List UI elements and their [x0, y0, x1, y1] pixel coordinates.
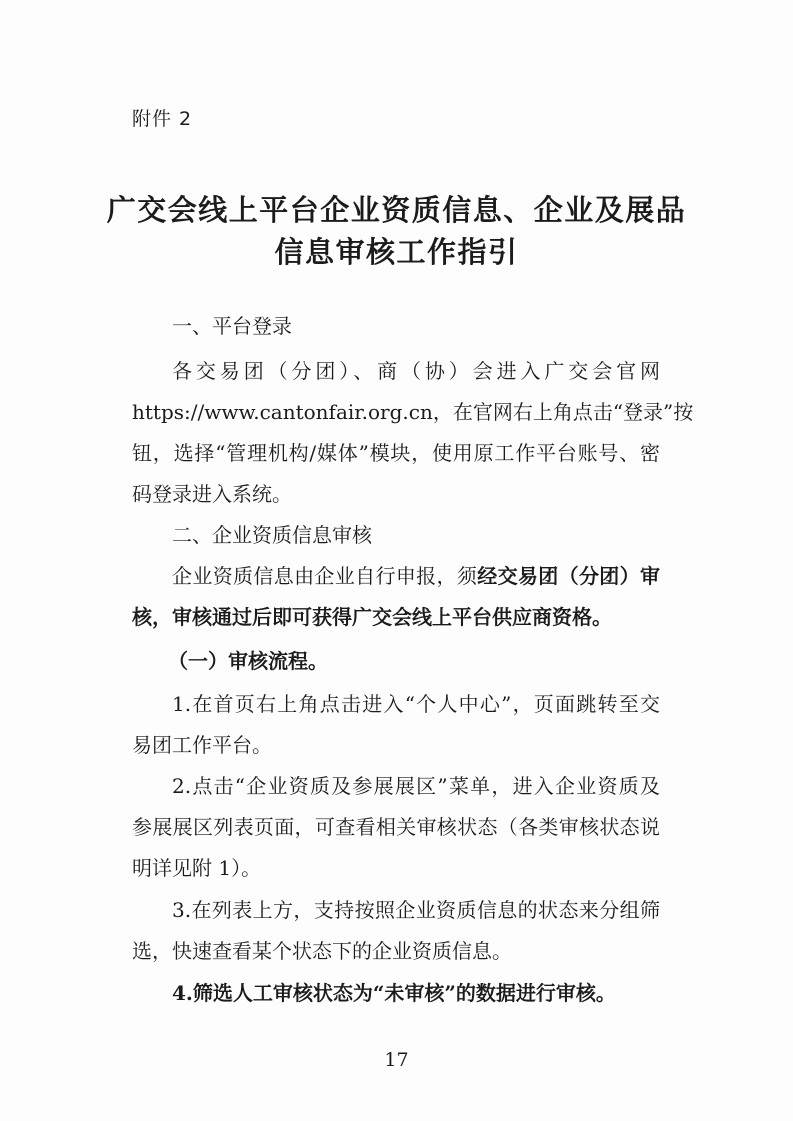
subsection-1-heading: （一）审核流程。	[168, 649, 328, 673]
item-2-line-3: 明详见附 1）。	[132, 856, 262, 880]
section-1-paragraph-line-4: 码登录进入系统。	[132, 482, 292, 506]
item-2-line-2: 参展展区列表页面，可查看相关审核状态（各类审核状态说	[132, 815, 660, 839]
page-number: 17	[384, 1049, 409, 1071]
item-3-line-1: 3.在列表上方，支持按照企业资质信息的状态来分组筛	[172, 898, 660, 922]
item-1-line-2: 易团工作平台。	[132, 733, 272, 757]
section-2-paragraph-normal-text: 企业资质信息由企业自行申报，须	[172, 564, 478, 588]
section-2-paragraph-line-2: 核，审核通过后即可获得广交会线上平台供应商资格。	[132, 605, 612, 629]
section-2-paragraph-bold-text: 经交易团（分团）审	[477, 564, 661, 588]
section-1-heading: 一、平台登录	[172, 314, 292, 338]
section-1-paragraph-line-3: 钮，选择“管理机构/媒体”模块，使用原工作平台账号、密	[132, 441, 660, 465]
document-title-line-1: 广交会线上平台企业资质信息、企业及展品	[106, 193, 687, 227]
section-2-heading: 二、企业资质信息审核	[172, 523, 372, 547]
item-3-line-2: 选，快速查看某个状态下的企业资质信息。	[132, 939, 512, 963]
item-1-line-1: 1.在首页右上角点击进入“个人中心”，页面跳转至交	[172, 692, 660, 716]
item-2-line-1: 2.点击“企业资质及参展展区”菜单，进入企业资质及	[172, 774, 660, 798]
item-4-line-1: 4.筛选人工审核状态为“未审核”的数据进行审核。	[172, 981, 616, 1005]
section-1-paragraph-line-2: https://www.cantonfair.org.cn，在官网右上角点击“登录”按	[132, 400, 694, 424]
section-2-paragraph-line-1	[172, 563, 660, 589]
attachment-label: 附件 2	[132, 108, 193, 130]
document-title-line-2: 信息审核工作指引	[274, 235, 519, 269]
section-1-paragraph-line-1: 各交易团（分团）、商（协）会进入广交会官网	[172, 359, 660, 383]
